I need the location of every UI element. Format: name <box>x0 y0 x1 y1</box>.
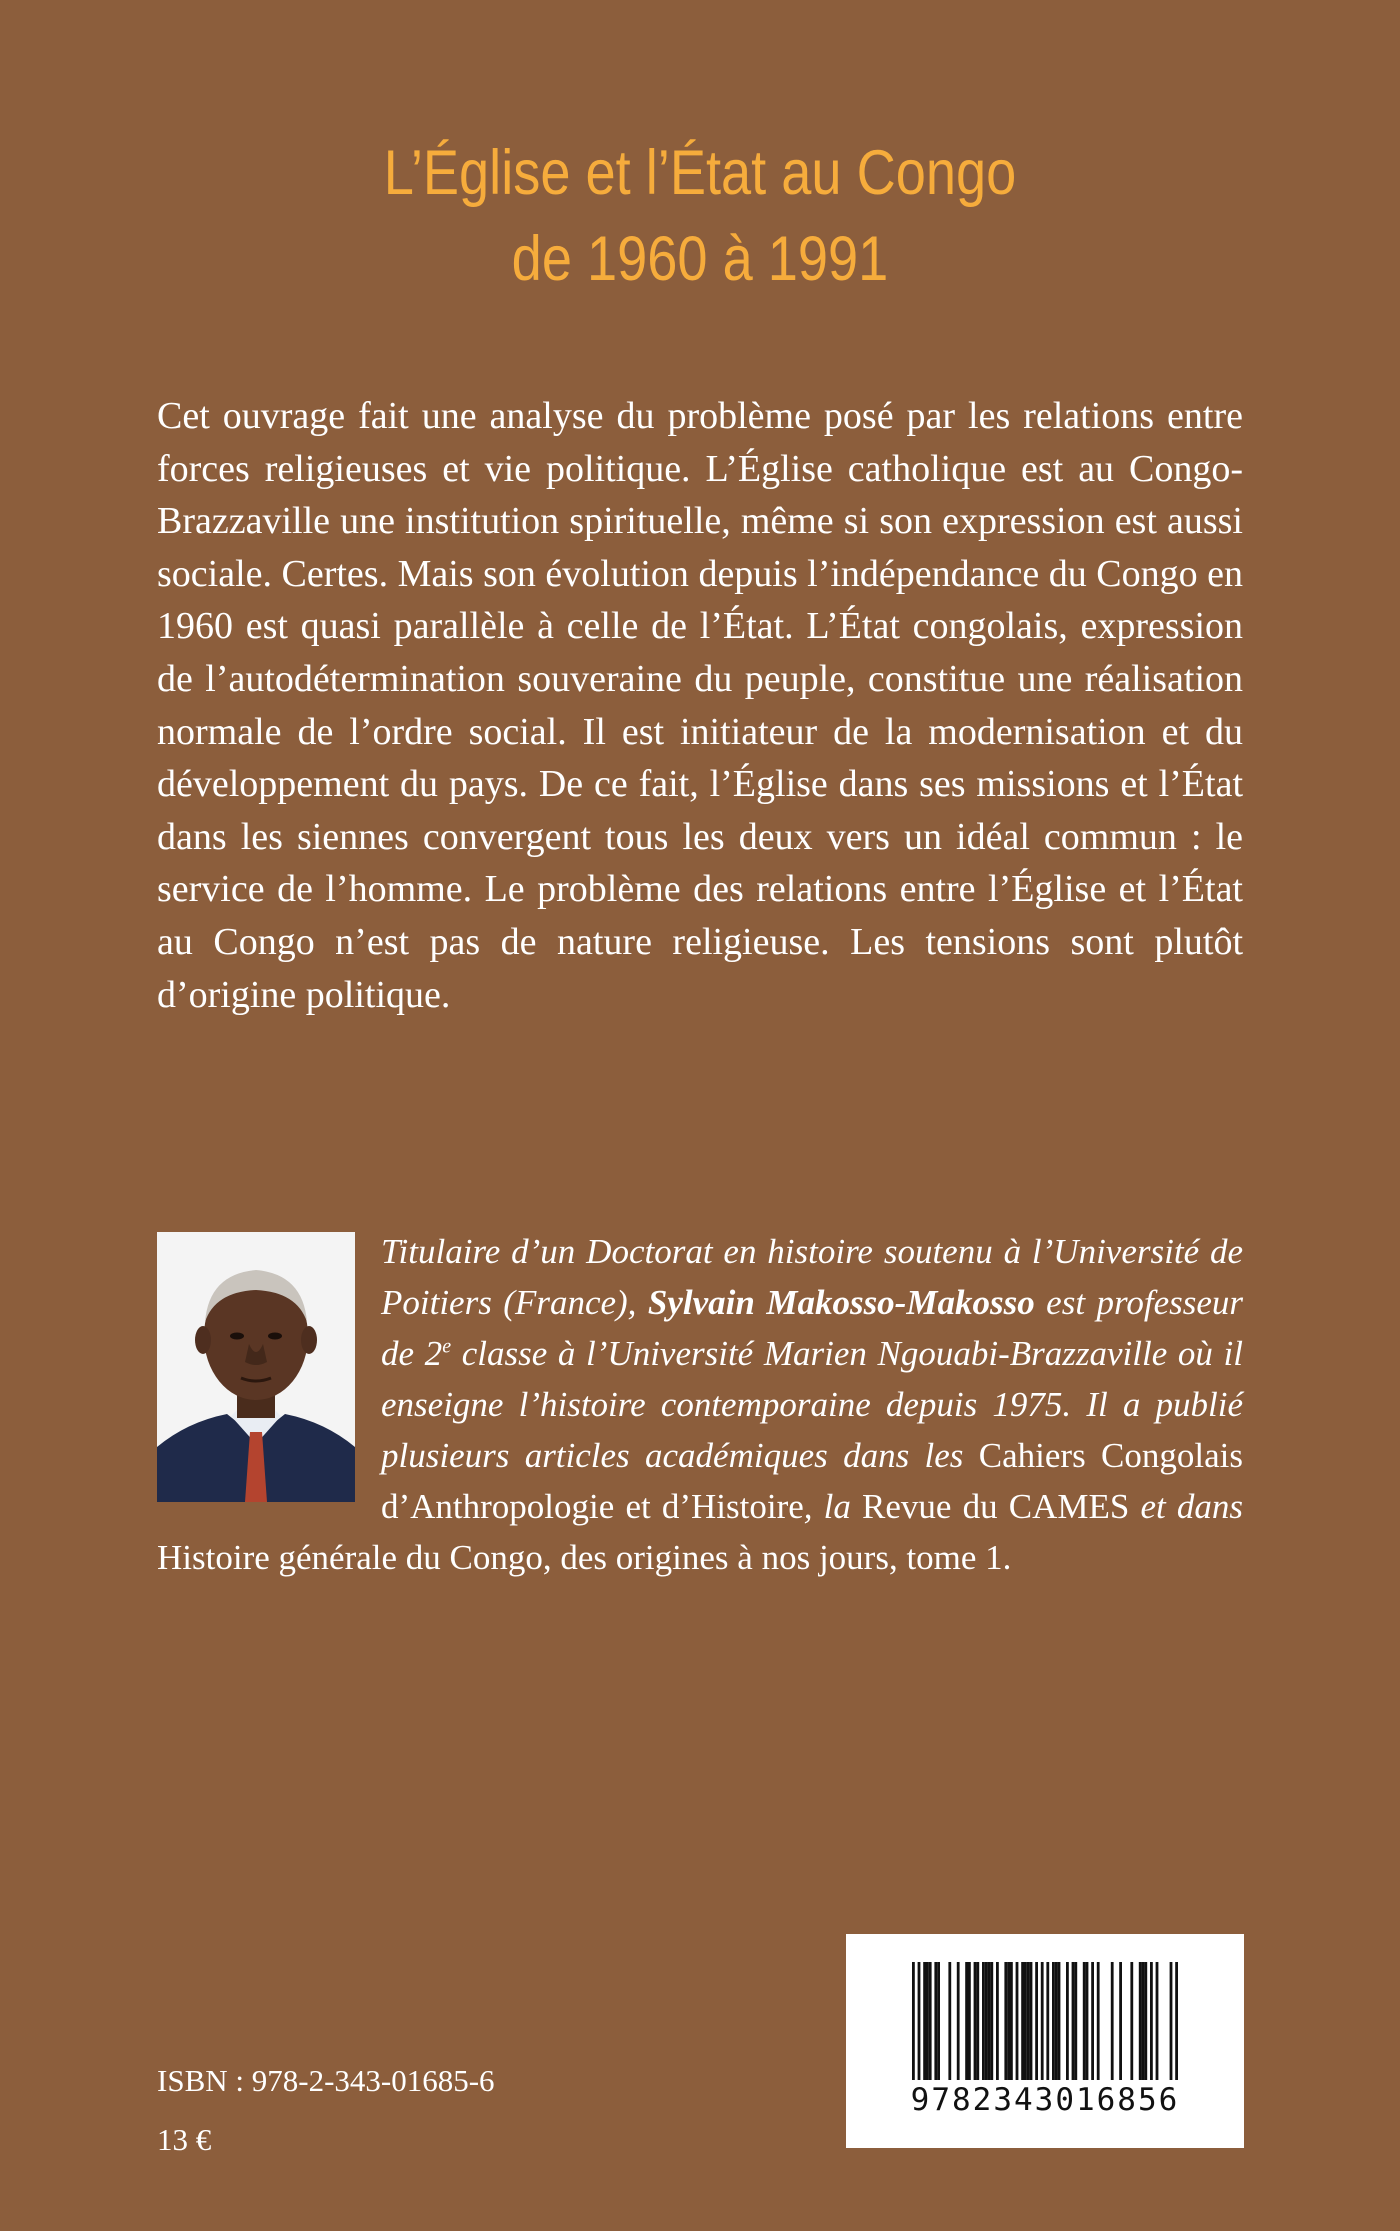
barcode-bar <box>985 1962 988 2080</box>
barcode-bar <box>1030 1962 1033 2080</box>
barcode-bar <box>1010 1962 1013 2080</box>
barcode-bar <box>1058 1962 1061 2080</box>
book-title <box>98 130 1302 302</box>
barcode-bar <box>1175 1962 1178 2080</box>
author-portrait-image <box>157 1232 355 1502</box>
barcode-bar <box>1066 1962 1069 2080</box>
barcode-bar <box>926 1962 929 2080</box>
barcode-bar <box>1142 1962 1145 2080</box>
barcode-bar <box>1091 1962 1094 2080</box>
barcode-bar <box>1052 1962 1055 2080</box>
publication-histoire: Histoire générale du Congo, des origines à nos jours, tome 1. <box>157 1538 1012 1577</box>
barcode-bar <box>1004 1962 1007 2080</box>
isbn: ISBN : 978-2-343-01685-6 <box>157 2063 495 2098</box>
author-name: Sylvain Makosso-Makosso <box>647 1283 1035 1322</box>
barcode-bar <box>1150 1962 1153 2080</box>
barcode-bar <box>1097 1962 1100 2080</box>
barcode-bar <box>1027 1962 1030 2080</box>
barcode-bar <box>974 1962 977 2080</box>
barcode-bar <box>1016 1962 1019 2080</box>
barcode-bar <box>1021 1962 1024 2080</box>
barcode-bar <box>1156 1962 1159 2080</box>
barcode-bar <box>982 1962 985 2080</box>
title-line-2: de 1960 à 1991 <box>511 224 889 294</box>
barcode-bar <box>923 1962 926 2080</box>
barcode-bar <box>1024 1962 1027 2080</box>
barcode-bar <box>1139 1962 1142 2080</box>
barcode-bar <box>996 1962 999 2080</box>
barcode-bar <box>1083 1962 1086 2080</box>
barcode-bar <box>1119 1962 1122 2080</box>
barcode-bar <box>937 1962 940 2080</box>
barcode-bar <box>1074 1962 1077 2080</box>
barcode-bar <box>1055 1962 1058 2080</box>
bio-text: Titulaire d’un Doctorat en histoire soutenu à l’Université de Poitiers (France), Sylvain Makosso-Makosso est professeur de 2e classe à l’Université Marien Ngouabi-Brazzaville où il enseigne l’histoire contemporaine depuis 1975. Il a publié plusieurs articles académiques dans les Cahiers Congolais d’Anthropologie et d’Histoire, la Revue du CAMES et dans Histoire générale du Congo, des origines à nos jours, tome 1. <box>157 1232 1243 1577</box>
price: 13 € <box>157 2122 212 2157</box>
barcode-digits: 9782343016856 <box>910 2082 1180 2118</box>
barcode-bar <box>948 1962 951 2080</box>
barcode-bar <box>965 1962 968 2080</box>
barcode-bar <box>1086 1962 1089 2080</box>
barcode-bar <box>929 1962 932 2080</box>
barcode-bar <box>968 1962 971 2080</box>
barcode-bar <box>990 1962 993 2080</box>
barcode-bar <box>1046 1962 1049 2080</box>
publication-cahiers: Cahiers Congolais d’Anthropologie et d’Histoire <box>381 1436 1243 1526</box>
publication-revue: Revue du CAMES <box>862 1487 1130 1526</box>
barcode-bar <box>1144 1962 1147 2080</box>
title-line-1: L’Église et l’État au Congo <box>383 138 1017 208</box>
barcode-bar <box>1170 1962 1173 2080</box>
barcode <box>846 1934 1244 2148</box>
barcode-bar <box>1111 1962 1114 2080</box>
barcode-bar <box>918 1962 921 2080</box>
barcode-bar <box>988 1962 991 2080</box>
barcode-bar <box>912 1962 915 2080</box>
barcode-bar <box>934 1962 937 2080</box>
barcode-bar <box>1007 1962 1010 2080</box>
barcode-bar <box>1035 1962 1038 2080</box>
summary-paragraph: Cet ouvrage fait une analyse du problème posé par les relations entre forces religieuses et vie politique. L’Église catholique est au Congo-Brazzaville une institution spirituelle, même si son expression est aussi sociale. Certes. Mais son évolution depuis l’indépendance du Congo en 1960 est quasi parallèle à celle de l’État. L’État congolais, expression de l’autodétermination souveraine du peuple, constitue une réalisation normale de l’ordre social. Il est initiateur de la modernisation et du développement du pays. De ce fait, l’Église dans ses missions et l’État dans les siennes convergent tous les deux vers un idéal commun : le service de l’homme. Le problème des relations entre l’Église et l’État au Congo n’est pas de nature religieuse. Les tensions sont plutôt d’origine politique. <box>157 395 1243 1016</box>
barcode-bar <box>1072 1962 1075 2080</box>
author-photo <box>157 1232 355 1502</box>
barcode-bar <box>1041 1962 1044 2080</box>
author-bio <box>157 1226 1243 1583</box>
barcode-bar <box>1130 1962 1133 2080</box>
barcode-bar <box>957 1962 960 2080</box>
barcode-bar <box>976 1962 979 2080</box>
